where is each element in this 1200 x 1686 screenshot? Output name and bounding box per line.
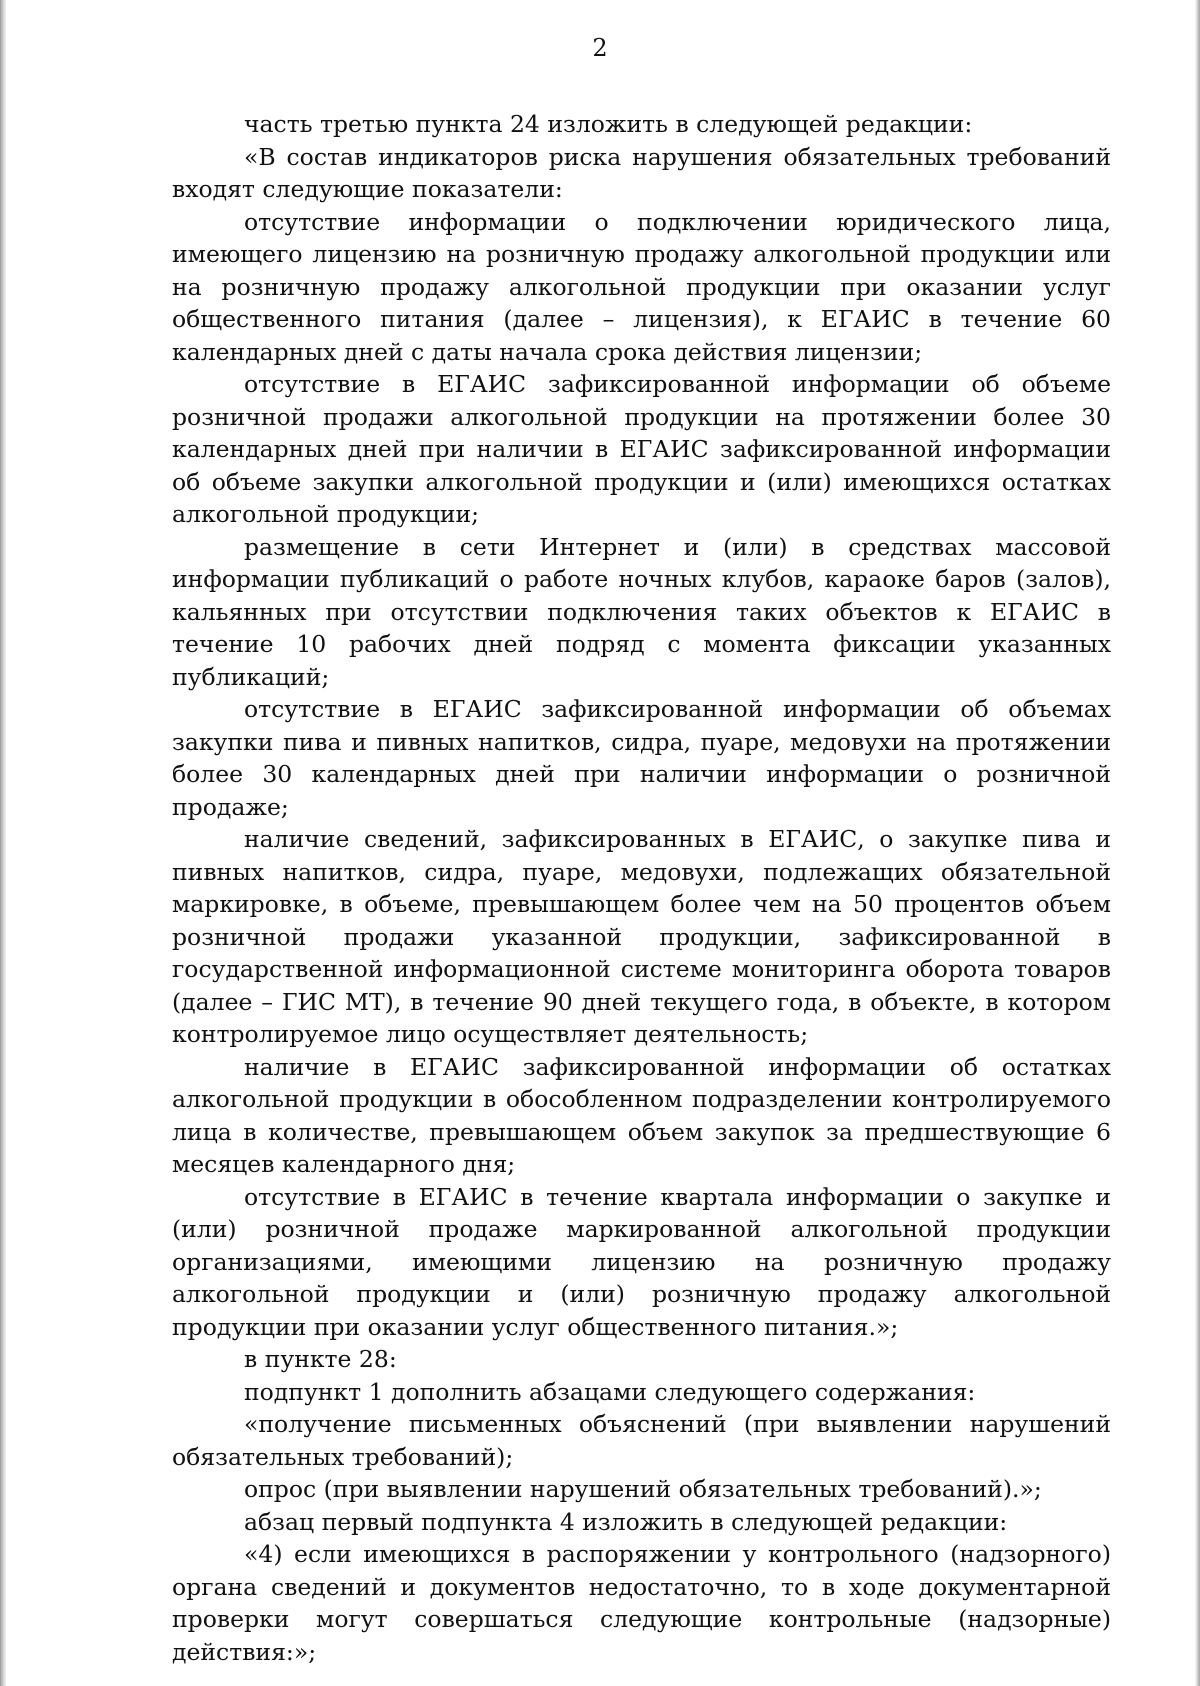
paragraph: отсутствие в ЕГАИС в течение квартала информации о закупке и (или) розничной продаже маркированной алкогольной продукции организациями, имеющими лицензию на розничную продажу алкогольной продукции и (или) розничную продажу алкогольной продукции при оказании услуг общественного питания.»; (172, 1182, 1111, 1341)
paragraph: «4) если имеющихся в распоряжении у контрольного (надзорного) органа сведений и документов недостаточно, то в ходе документарной проверки могут совершаться следующие контрольные (надзорные) действия:»; (172, 1540, 1111, 1666)
document-body (172, 108, 1111, 1668)
paragraph: отсутствие информации о подключении юридического лица, имеющего лицензию на розничную продажу алкогольной продукции или на розничную продажу алкогольной продукции при оказании услуг общественного питания (далее – лицензия), к ЕГАИС в течение 60 календарных дней с даты начала срока действия лицензии; (172, 207, 1111, 366)
paragraph: отсутствие в ЕГАИС зафиксированной информации об объеме розничной продажи алкогольной продукции на протяжении более 30 календарных дней при наличии в ЕГАИС зафиксированной информации об объеме закупки алкогольной продукции и (или) имеющихся остатках алкогольной продукции; (172, 370, 1111, 528)
paragraph: «получение письменных объяснений (при выявлении нарушений обязательных требований); (172, 1410, 1111, 1471)
paragraph: опрос (при выявлении нарушений обязательных требований).»; (244, 1475, 1042, 1503)
scan-edge-left (0, 0, 6, 1686)
paragraph: отсутствие в ЕГАИС зафиксированной информации об объемах закупки пива и пивных напитков, сидра, пуаре, медовухи на протяжении более 30 календарных дней при наличии информации о розничной продаже; (172, 695, 1111, 821)
paragraph: размещение в сети Интернет и (или) в средствах массовой информации публикаций о работе ночных клубов, караоке баров (залов), кальянных при отсутствии подключения таких объектов к ЕГАИС в течение 10 рабочих дней подряд с момента фиксации указанных публикаций; (172, 532, 1111, 691)
paragraph: «В состав индикаторов риска нарушения обязательных требований входят следующие показатели: (172, 142, 1111, 203)
paragraph: наличие сведений, зафиксированных в ЕГАИС, о закупке пива и пивных напитков, сидра, пуаре, медовухи, подлежащих обязательной маркировке, в объеме, превышающем более чем на 50 процентов объем розничной продажи указанной продукции, зафиксированной в государственной информационной системе мониторинга оборота товаров (далее – ГИС МТ), в течение 90 дней текущего года, в объекте, в котором контролируемое лицо осуществляет деятельность; (172, 825, 1111, 1048)
paragraph: часть третью пункта 24 изложить в следующей редакции: (244, 110, 973, 138)
page-number: 2 (592, 34, 608, 62)
scan-edge-right (1195, 0, 1200, 1686)
paragraph: подпункт 1 дополнить абзацами следующего содержания: (244, 1377, 976, 1406)
paragraph: в пункте 28: (244, 1345, 397, 1373)
paragraph: абзац первый подпункта 4 изложить в следующей редакции: (244, 1507, 1008, 1536)
paragraph: наличие в ЕГАИС зафиксированной информации об остатках алкогольной продукции в обособленном подразделении контролируемого лица в количестве, превышающем объем закупок за предшествующие 6 месяцев календарного дня; (172, 1052, 1111, 1178)
